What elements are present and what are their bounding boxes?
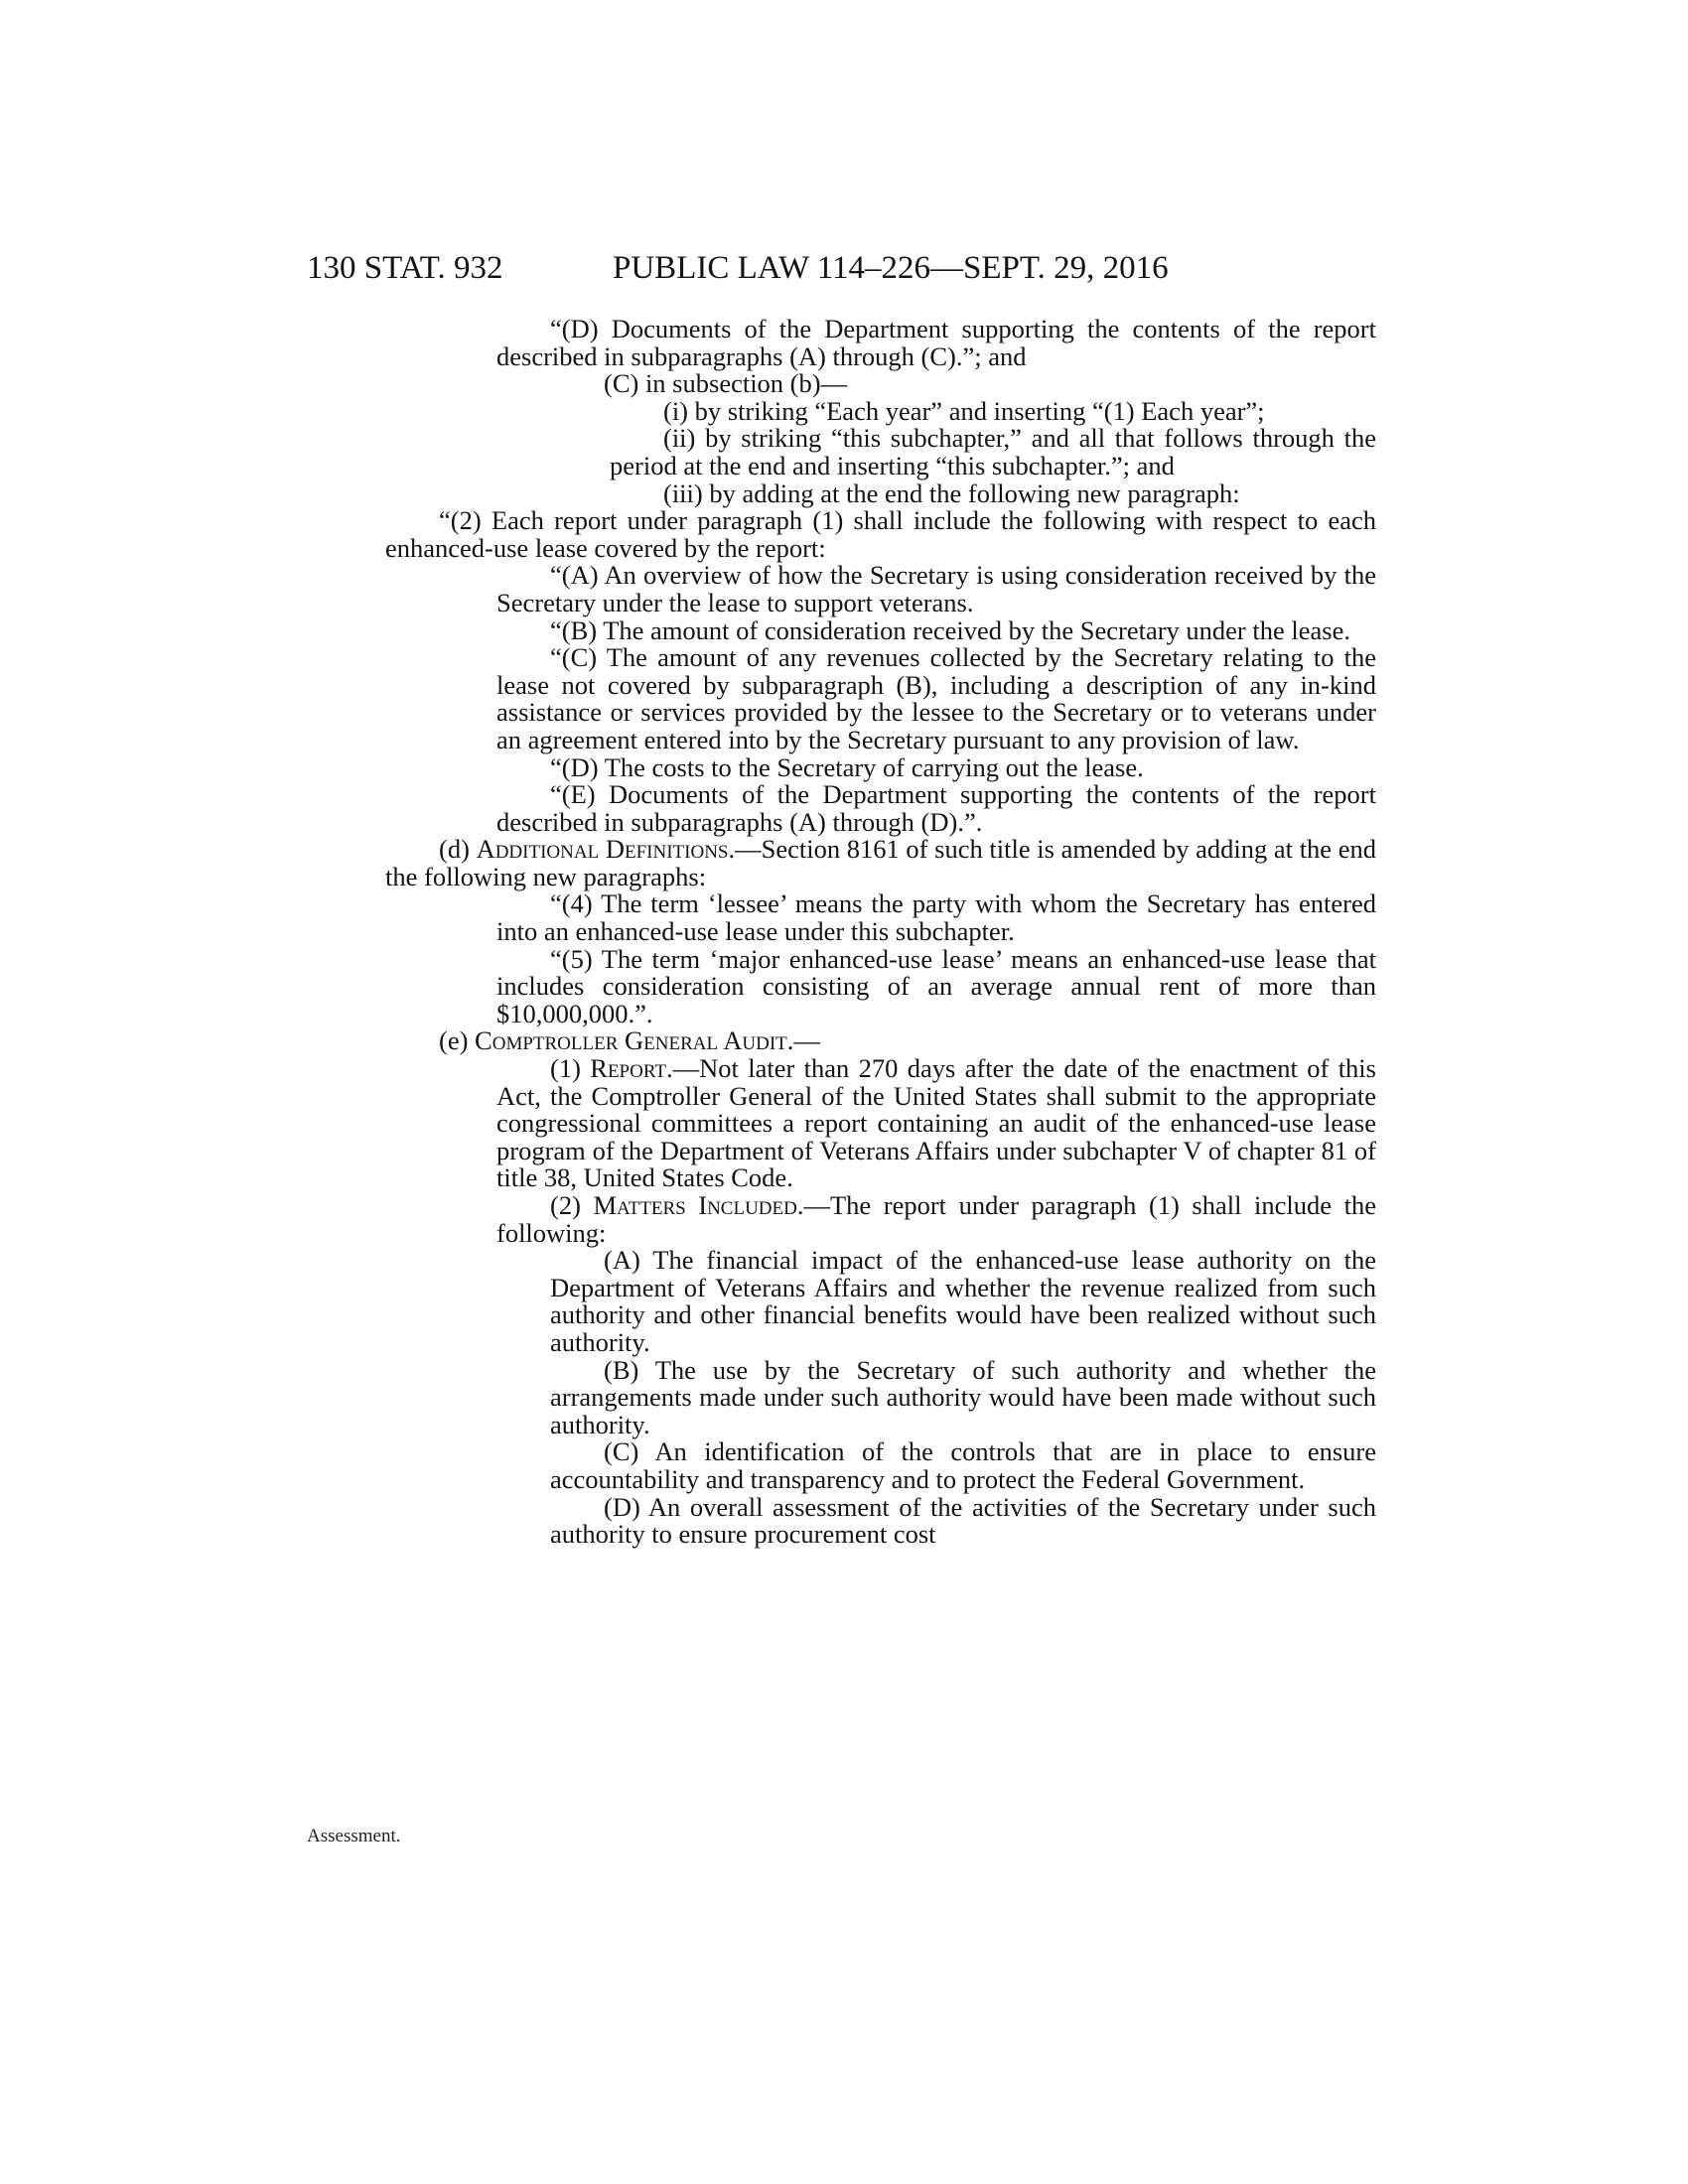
paragraph: “(C) The amount of any revenues collected by the Secretary relating to the lease not covered by subparagraph (B), including a description of any in-kind assistance or services provided by the lessee to the Secretary or to veterans under an agreement entered into by the Secretary pursuant to any provision of law. — [496, 642, 1376, 754]
page-title: PUBLIC LAW 114–226—SEPT. 29, 2016 — [613, 250, 1169, 286]
paragraph: (B) The use by the Secretary of such authority and whether the arrangements made under such authority would have been made without such authority. — [550, 1354, 1376, 1439]
section-paragraph — [496, 1192, 1376, 1247]
section-paragraph — [496, 1055, 1376, 1192]
paragraph: (C) An identification of the controls that are in place to ensure accountability and transparency and to protect the Federal Government. — [550, 1436, 1376, 1494]
section-heading: Additional Definitions — [476, 834, 729, 865]
paragraph: “(D) The costs to the Secretary of carrying out the lease. — [550, 751, 1144, 782]
paragraph: (C) in subsection (b)— — [604, 368, 848, 399]
paragraph: “(5) The term ‘major enhanced-use lease’ means an enhanced-use lease that includes consideration consisting of an average annual rent of more than $10,000,000.”. — [496, 943, 1376, 1028]
paragraph: “(A) An overview of how the Secretary is using consideration received by the Secretary under the lease to support veterans. — [496, 560, 1376, 617]
paragraph: (iii) by adding at the end the following new paragraph: — [663, 478, 1240, 508]
stat-reference: 130 STAT. 932 — [307, 250, 503, 286]
paragraph-text: .—The report under paragraph (1) shall include the following: — [496, 1190, 1376, 1248]
document-body — [385, 314, 1376, 1550]
page-header — [0, 248, 1688, 288]
section-heading: Matters Included — [593, 1190, 797, 1220]
paragraph: “(D) Documents of the Department supporting the contents of the report described in subparagraphs (A) through (C).”; and — [496, 314, 1376, 371]
paragraph: “(2) Each report under paragraph (1) shall include the following with respect to each enhanced-use lease covered by the report: — [385, 505, 1376, 563]
paragraph-text: .—Section 8161 of such title is amended by adding at the end the following new paragraphs: — [385, 834, 1376, 891]
paragraph: “(B) The amount of consideration received by the Secretary under the lease. — [550, 614, 1350, 645]
paragraph-text: .—Not later than 270 days after the date of the enactment of this Act, the Comptroller General of the United States shall submit to the appropriate congressional committees a report containing an audit of the enhanced-use lease program of the Department of Veterans Affairs under subchapter V of chapter 81 of title 38, United States Code. — [496, 1053, 1376, 1193]
paragraph-prefix: (d) — [439, 834, 477, 865]
section-heading: Comptroller General Audit — [475, 1025, 787, 1056]
paragraph-prefix: (2) — [550, 1190, 594, 1220]
paragraph: “(4) The term ‘lessee’ means the party with whom the Secretary has entered into an enhanced-use lease under this subchapter. — [496, 888, 1376, 947]
section-paragraph — [385, 1027, 1376, 1055]
paragraph-prefix: (1) — [550, 1053, 591, 1084]
paragraph-text: .— — [786, 1025, 820, 1056]
section-heading: Report — [590, 1053, 666, 1084]
margin-note: Assessment. — [307, 1826, 401, 1846]
paragraph: (i) by striking “Each year” and inserting “(1) Each year”; — [663, 395, 1265, 426]
paragraph: (ii) by striking “this subchapter,” and all that follows through the period at the end and inserting “this subchapter.”; and — [610, 423, 1376, 480]
paragraph: (A) The financial impact of the enhanced-use lease authority on the Department of Veterans Affairs and whether the revenue realized from such authority and other financial benefits would have been realized without such authority. — [550, 1245, 1376, 1357]
paragraph-prefix: (e) — [439, 1025, 476, 1056]
paragraph: (D) An overall assessment of the activities of the Secretary under such authority to ensure procurement cost — [550, 1491, 1376, 1550]
paragraph: “(E) Documents of the Department supporting the contents of the report described in subparagraphs (A) through (D).”. — [496, 779, 1376, 837]
section-paragraph — [385, 836, 1376, 890]
